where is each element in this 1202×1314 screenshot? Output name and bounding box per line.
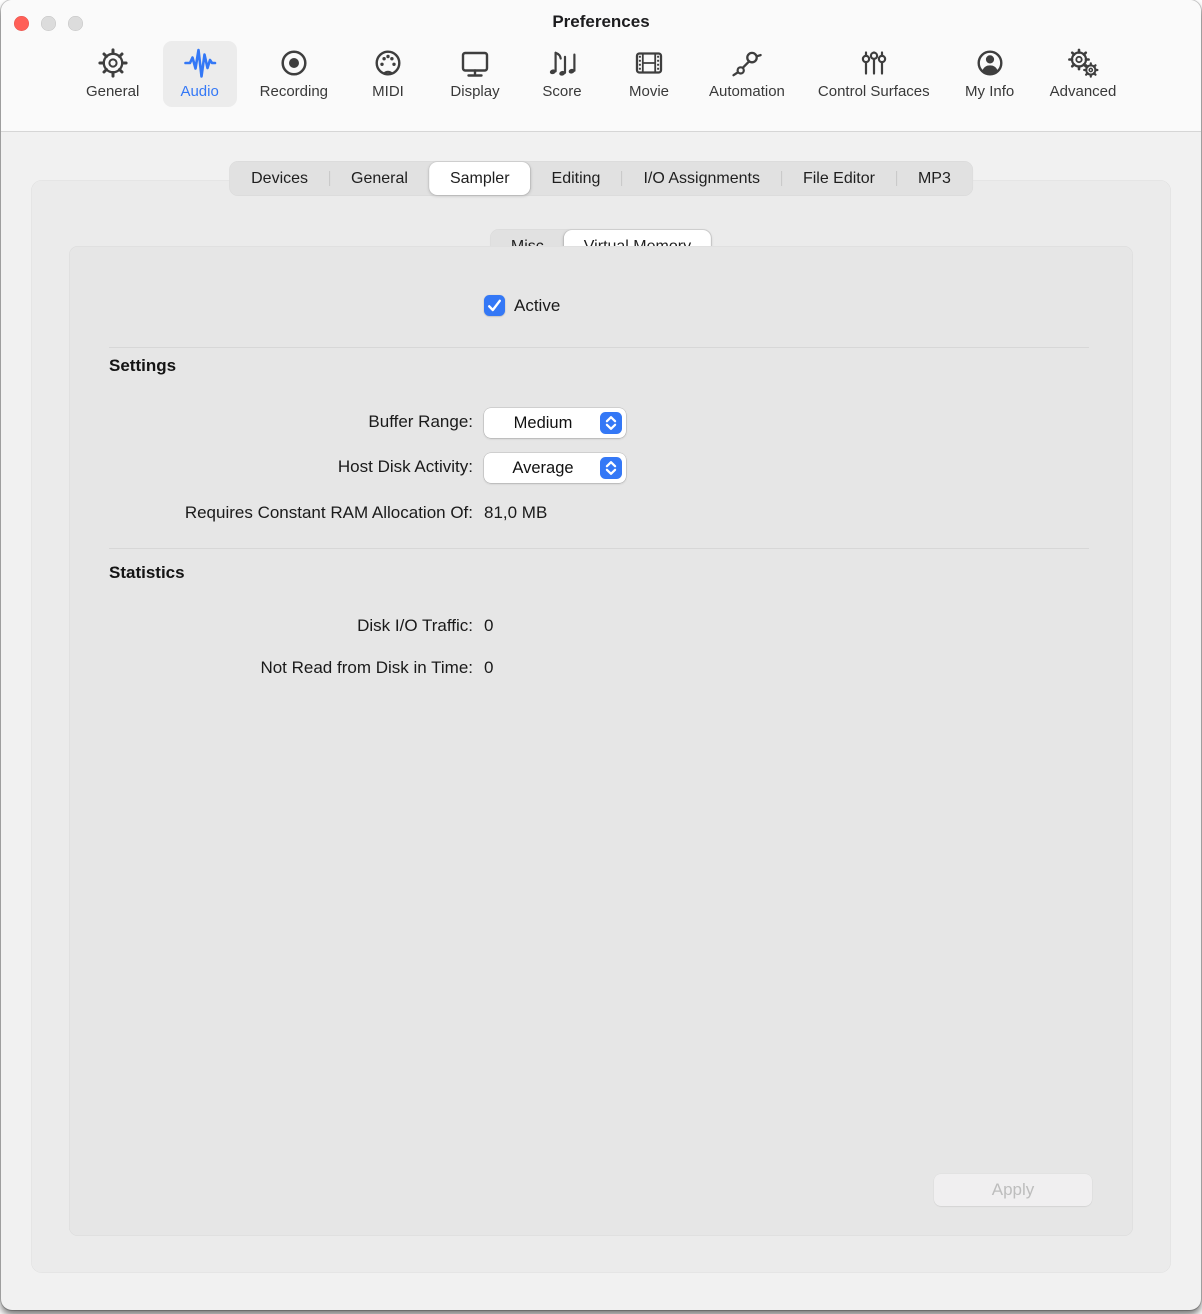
toolbar-item-label: Movie — [629, 83, 670, 100]
toolbar-item-display[interactable] — [438, 41, 512, 107]
toolbar-item-label: MIDI — [372, 83, 404, 100]
monitor-icon — [458, 46, 492, 80]
toolbar-item-midi[interactable] — [351, 41, 425, 107]
toolbar-item-audio[interactable] — [163, 41, 237, 107]
toolbar-item-label: Recording — [259, 83, 329, 100]
automation-nodes-icon — [730, 46, 764, 80]
active-checkbox[interactable] — [484, 295, 505, 316]
toolbar-item-score[interactable] — [525, 41, 599, 107]
toolbar-item-label: Audio — [180, 83, 219, 100]
toolbar-item-automation[interactable] — [699, 41, 795, 107]
divider — [109, 548, 1089, 549]
toolbar-item-label: Automation — [709, 83, 785, 100]
gear-icon — [96, 46, 130, 80]
toolbar-item-movie[interactable] — [612, 41, 686, 107]
tab-devices[interactable]: Devices — [251, 170, 309, 187]
buffer-range-label: Buffer Range: — [368, 412, 473, 431]
midi-connector-icon — [371, 46, 405, 80]
gears-icon — [1066, 46, 1100, 80]
disk-io-traffic-value: 0 — [484, 616, 494, 635]
film-strip-icon — [632, 46, 666, 80]
active-checkbox-label: Active — [514, 295, 561, 315]
host-disk-activity-value: Average — [512, 458, 574, 477]
chevron-up-down-icon — [600, 457, 622, 479]
active-checkbox-row[interactable] — [484, 295, 560, 316]
not-read-from-disk-label: Not Read from Disk in Time: — [260, 658, 473, 677]
host-disk-activity-label: Host Disk Activity: — [337, 457, 473, 476]
window-title: Preferences — [552, 12, 650, 31]
ram-allocation-label: Requires Constant RAM Allocation Of: — [184, 503, 473, 522]
ram-allocation-value: 81,0 MB — [484, 503, 548, 522]
toolbar-item-label: Display — [450, 83, 500, 100]
toolbar-item-label: My Info — [965, 83, 1015, 100]
audio-tabbar — [229, 161, 973, 196]
divider — [109, 347, 1089, 348]
virtual-memory-panel — [69, 246, 1133, 1236]
preferences-window — [1, 0, 1201, 1310]
toolbar-item-control-surfaces[interactable] — [808, 41, 940, 107]
tab-io-assignments[interactable]: I/O Assignments — [643, 170, 760, 187]
toolbar-item-recording[interactable] — [250, 41, 338, 107]
toolbar-item-my-info[interactable] — [953, 41, 1027, 107]
person-circle-icon — [973, 46, 1007, 80]
not-read-from-disk-value: 0 — [484, 658, 494, 677]
tab-file-editor[interactable]: File Editor — [802, 170, 875, 187]
disk-io-traffic-label: Disk I/O Traffic: — [357, 616, 473, 635]
host-disk-activity-select[interactable] — [484, 453, 626, 483]
toolbar-item-general[interactable] — [76, 41, 150, 107]
sliders-icon — [857, 46, 891, 80]
tab-general[interactable]: General — [351, 170, 408, 187]
statistics-heading: Statistics — [109, 563, 185, 582]
record-circle-icon — [277, 46, 311, 80]
tab-editing[interactable]: Editing — [551, 170, 601, 187]
audio-waveform-icon — [183, 46, 217, 80]
toolbar-item-label: Control Surfaces — [817, 83, 930, 100]
buffer-range-value: Medium — [513, 413, 573, 432]
buffer-range-select[interactable] — [484, 408, 626, 438]
toolbar-item-label: Advanced — [1049, 83, 1117, 100]
tab-sampler[interactable]: Sampler — [429, 162, 531, 195]
music-notes-icon — [545, 46, 579, 80]
chevron-up-down-icon — [600, 412, 622, 434]
toolbar-item-label: Score — [542, 83, 582, 100]
apply-button[interactable]: Apply — [934, 1174, 1092, 1206]
preferences-toolbar — [21, 41, 1181, 107]
titlebar — [1, 0, 1201, 132]
settings-heading: Settings — [109, 356, 177, 375]
tab-mp3[interactable]: MP3 — [917, 170, 951, 187]
toolbar-item-advanced[interactable] — [1040, 41, 1127, 107]
toolbar-item-label: General — [85, 83, 140, 100]
